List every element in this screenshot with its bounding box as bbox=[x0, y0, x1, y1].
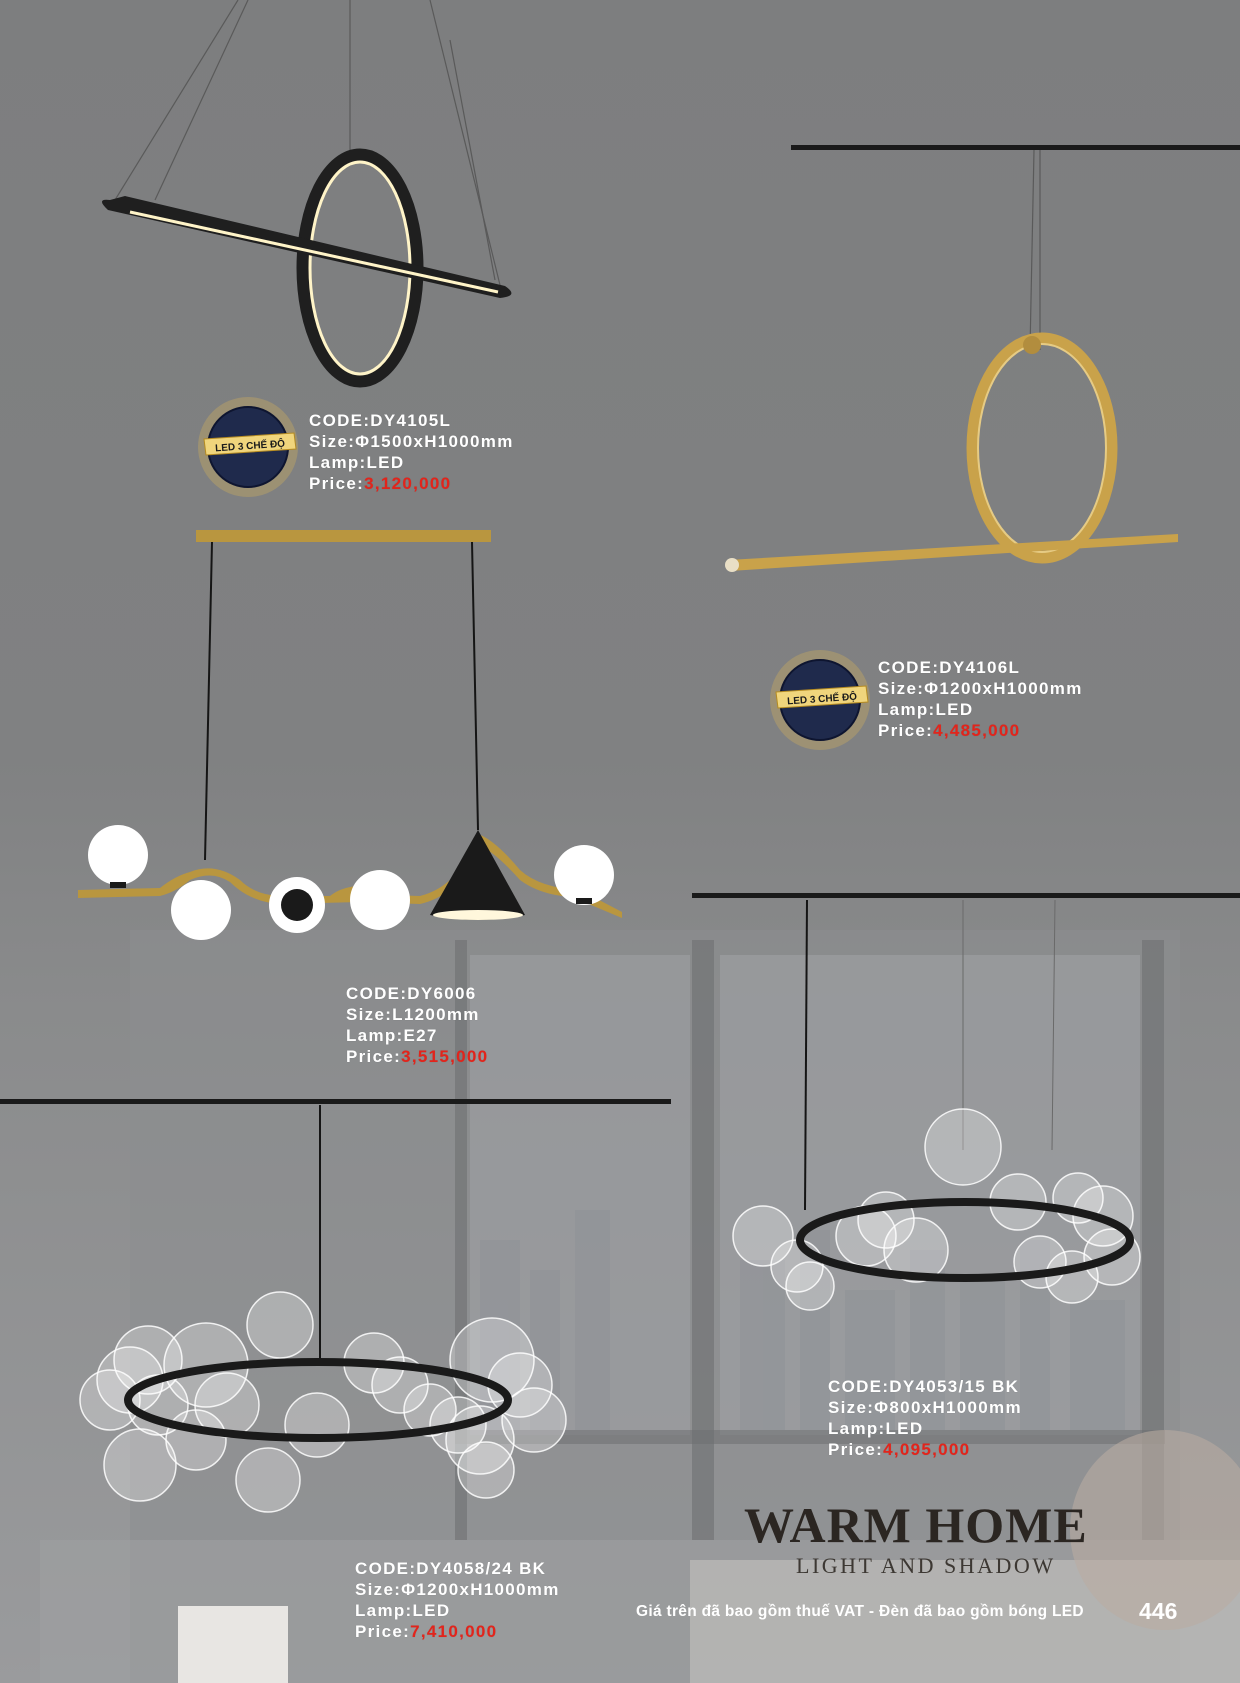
divider-middle-left bbox=[0, 1099, 671, 1104]
product-size: Size:Φ1200xH1000mm bbox=[878, 679, 1083, 698]
product-lamp: Lamp:LED bbox=[309, 453, 405, 472]
product-size: Size:Φ1500xH1000mm bbox=[309, 432, 514, 451]
product-price: Price:7,410,000 bbox=[355, 1622, 498, 1641]
led-3-mode-badge bbox=[762, 648, 892, 758]
product-code: CODE:DY6006 bbox=[346, 984, 477, 1003]
product-code: CODE:DY4053/15 BK bbox=[828, 1377, 1020, 1396]
product-spec-dy4106l bbox=[878, 657, 1083, 741]
product-lamp: Lamp:LED bbox=[355, 1601, 451, 1620]
product-code: CODE:DY4058/24 BK bbox=[355, 1559, 547, 1578]
product-lamp: Lamp:LED bbox=[878, 700, 974, 719]
product-size: Size:L1200mm bbox=[346, 1005, 480, 1024]
product-lamp: Lamp:LED bbox=[828, 1419, 924, 1438]
product-code: CODE:DY4105L bbox=[309, 411, 452, 430]
product-price: Price:4,095,000 bbox=[828, 1440, 971, 1459]
product-spec-dy4105l bbox=[309, 410, 514, 494]
divider-top-right bbox=[791, 145, 1240, 150]
product-price: Price:3,120,000 bbox=[309, 474, 452, 493]
svg-text:LED 3 CHẾ ĐỘ: LED 3 CHẾ ĐỘ bbox=[786, 691, 858, 708]
product-lamp: Lamp:E27 bbox=[346, 1026, 438, 1045]
product-spec-dy4053 bbox=[828, 1376, 1022, 1460]
product-spec-dy4058 bbox=[355, 1558, 560, 1642]
brand-subtitle: LIGHT AND SHADOW bbox=[796, 1553, 1056, 1578]
product-code: CODE:DY4106L bbox=[878, 658, 1021, 677]
product-price: Price:4,485,000 bbox=[878, 721, 1021, 740]
svg-text:LED 3 CHẾ ĐỘ: LED 3 CHẾ ĐỘ bbox=[214, 438, 286, 455]
product-size: Size:Φ1200xH1000mm bbox=[355, 1580, 560, 1599]
product-price: Price:3,515,000 bbox=[346, 1047, 489, 1066]
footer-note: Giá trên đã bao gồm thuế VAT - Đèn đã bao gồm bóng LED bbox=[636, 1603, 1084, 1620]
divider-middle-right bbox=[692, 893, 1240, 898]
product-size: Size:Φ800xH1000mm bbox=[828, 1398, 1022, 1417]
led-3-mode-badge bbox=[190, 395, 320, 505]
product-spec-dy6006 bbox=[346, 983, 488, 1067]
brand-title: WARM HOME bbox=[744, 1497, 1088, 1553]
page-number: 446 bbox=[1139, 1598, 1178, 1624]
